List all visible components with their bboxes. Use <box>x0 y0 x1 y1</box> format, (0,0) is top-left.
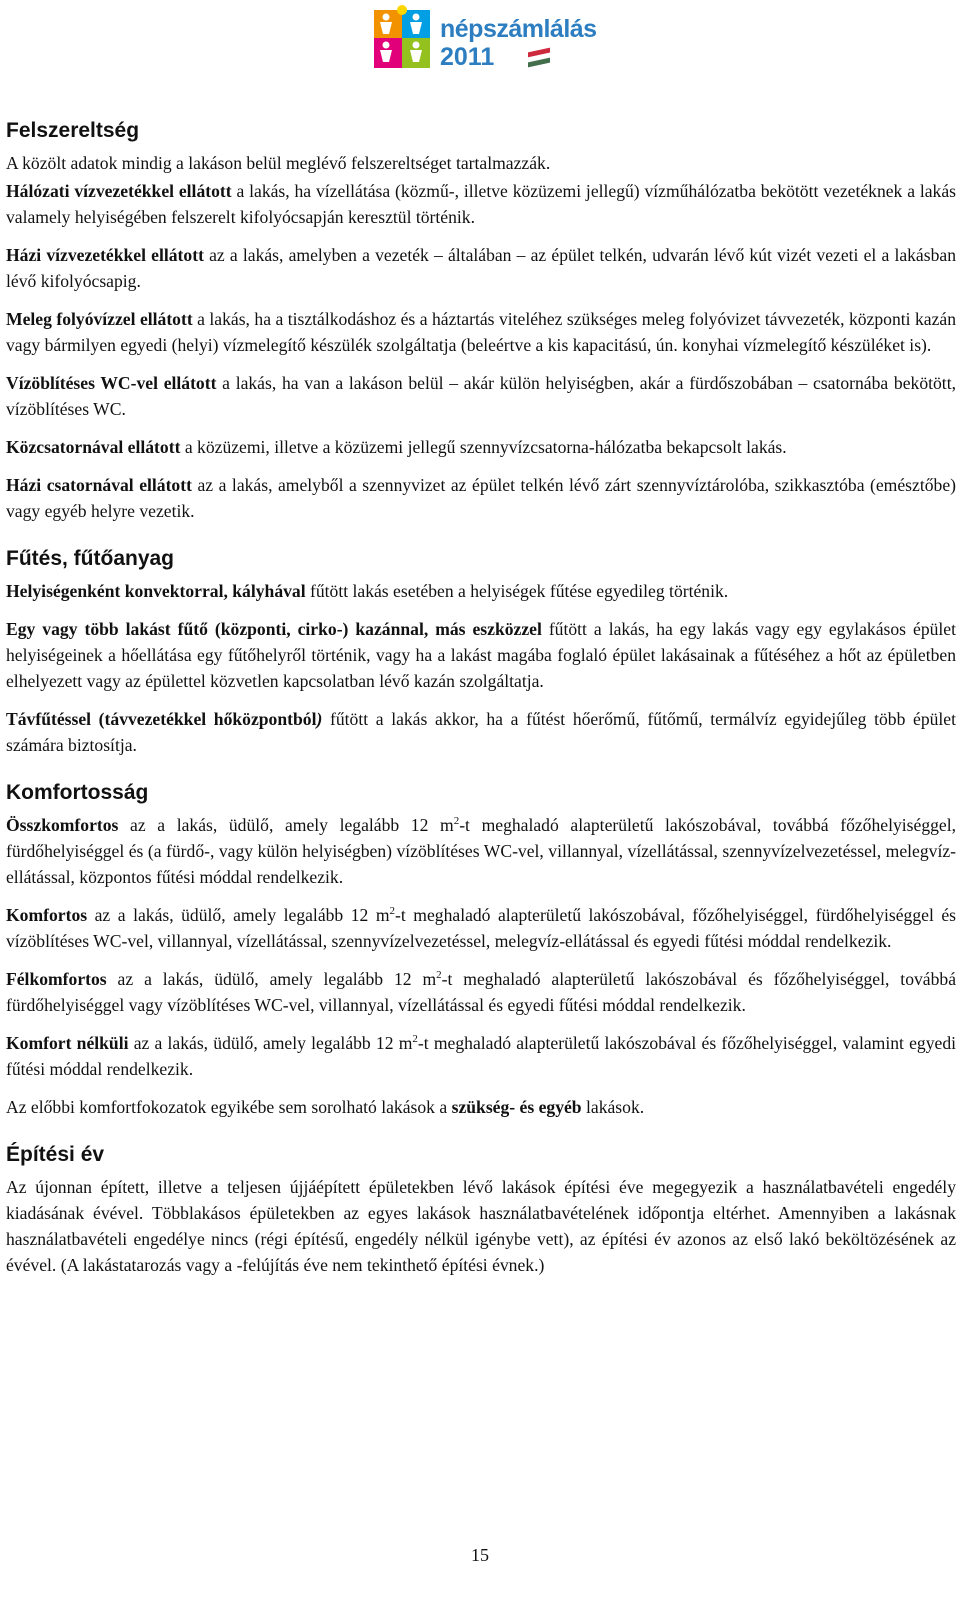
paragraph <box>6 178 956 230</box>
section-title-futes: Fűtés, fűtőanyag <box>6 547 175 570</box>
document-body <box>6 118 956 1290</box>
paragraph <box>6 966 956 1018</box>
definition: a lakás, ha van a lakáson belül – akár külön helyiségben, akár a fürdőszobában – csatornába bekötött, vízöblítéses WC. <box>6 373 956 419</box>
term: Egy vagy több lakást fűtő (központi, cirko-) kazánnal, más eszközzel <box>6 619 542 639</box>
paragraph <box>6 434 956 460</box>
census-figures-icon <box>370 4 436 74</box>
term-paren: ) <box>316 709 323 729</box>
definition: fűtött a lakás akkor, ha a fűtést hőerőmű, fűtőmű, termálvíz egyidejűleg több épület számára biztosítja. <box>6 709 956 755</box>
term: Félkomfortos <box>6 969 107 989</box>
term: Komfort nélküli <box>6 1033 129 1053</box>
superscript: 2 <box>453 815 460 827</box>
term: Helyiségenként konvektorral, kályhával <box>6 581 306 601</box>
definition: -t meghaladó alapterületű lakószobával és főzőhelyiséggel, továbbá fürdőhelyiséggel vagy vízöblítéses WC-vel, villannyal, vízellátással és egyedi fűtési móddal rendelkezik. <box>6 969 956 1015</box>
definition: fűtött lakás esetében a helyiségek fűtése egyedileg történik. <box>305 581 729 601</box>
definition: Az előbbi komfortfokozatok egyikébe sem sorolható lakások a <box>6 1097 452 1117</box>
definition: az a lakás, amelyben a vezeték – általában – az épület telkén, udvarán lévő kút vizét vezeti el a lakásban lévő kifolyócsapig. <box>6 245 956 291</box>
term: Hálózati vízvezetékkel ellátott <box>6 181 232 201</box>
section-title-komfortossag: Komfortosság <box>6 781 149 804</box>
paragraph <box>6 616 956 694</box>
definition: fűtött a lakás, ha egy lakás vagy egy egylakásos épület helyiségeinek a hőellátása egy fűtőhelyről történik, vagy ha a lakást magába foglaló épület lakásainak a fűtéséhez a hőt az épületben elhelyezett vagy az épülettel közvetlen kapcsolatban lévő kazán szolgáltatja. <box>6 619 956 691</box>
definition: a közüzemi, illetve a közüzemi jellegű szennyvízcsatorna-hálózatba bekapcsolt lakás. <box>180 437 787 457</box>
paragraph <box>6 306 956 358</box>
term: Távfűtéssel (távvezetékkel hőközpontból <box>6 709 317 729</box>
paragraph <box>6 472 956 524</box>
definition: a lakás, ha a tisztálkodáshoz és a háztartás viteléhez szükséges meleg folyóvizet távvezeték, központi kazán vagy bármilyen egyedi (helyi) vízmelegítő készülék szolgáltatja (beleértve a kis kapacitású, ún. konyhai vízmelegítő készüléket is). <box>6 309 956 355</box>
term: Közcsatornával ellátott <box>6 437 181 457</box>
paragraph <box>6 902 956 954</box>
term: Összkomfortos <box>6 815 119 835</box>
paragraph <box>6 370 956 422</box>
definition: -t meghaladó alapterületű lakószobával, továbbá főzőhelyiséggel, fürdőhelyiséggel és (a fürdő-, vagy külön helyiségben) vízöblítéses WC-vel, villannyal, vízellátással, szennyvízelvezetéssel, melegvíz-ellátással, központos fűtési móddal rendelkezik. <box>6 815 957 887</box>
term: szükség- és egyéb <box>451 1097 582 1117</box>
paragraph: A közölt adatok mindig a lakáson belül meglévő felszereltséget tartalmazzák. <box>6 153 551 173</box>
section-title-felszereltseg: Felszereltség <box>6 119 140 142</box>
term: Házi vízvezetékkel ellátott <box>6 245 204 265</box>
definition: lakások. <box>581 1097 645 1117</box>
superscript: 2 <box>389 905 396 917</box>
term: Házi csatornával ellátott <box>6 475 192 495</box>
definition: a lakás, ha vízellátása (közmű-, illetve közüzemi jellegű) vízműhálózatba bekötött vezetéknek a lakás valamely helyiségében felszerelt kifolyócsapján keresztül történik. <box>6 181 956 227</box>
superscript: 2 <box>436 969 442 981</box>
definition: -t meghaladó alapterületű lakószobával, főzőhelyiséggel, fürdőhelyiséggel és vízöblítéses WC-vel, villannyal, vízellátással, szennyvízelvezetéssel, melegvíz-ellátással és egyedi fűtési móddal rendelkezik. <box>6 905 957 951</box>
superscript: 2 <box>412 1033 418 1045</box>
paragraph <box>6 1094 956 1120</box>
hungarian-flag-icon <box>528 48 550 68</box>
term: Meleg folyóvízzel ellátott <box>6 309 193 329</box>
paragraph <box>6 1030 956 1082</box>
definition: az a lakás, amelyből a szennyvizet az épület telkén lévő zárt szennyvíztárolóba, szikkasztóba (emésztőbe) vagy egyéb helyre vezetik. <box>6 475 956 521</box>
term: Komfortos <box>6 905 88 925</box>
paragraph <box>6 578 956 604</box>
definition: az a lakás, üdülő, amely legalább 12 m <box>128 1033 413 1053</box>
paragraph <box>6 812 956 890</box>
definition: -t meghaladó alapterületű lakószobával és főzőhelyiséggel, valamint egyedi fűtési móddal rendelkezik. <box>6 1033 957 1079</box>
census-logo <box>370 4 597 76</box>
definition: az a lakás, üdülő, amely legalább 12 m <box>118 815 454 835</box>
logo-year: 2011 <box>440 43 495 71</box>
definition: az a lakás, üdülő, amely legalább 12 m <box>87 905 390 925</box>
paragraph: Az újonnan épített, illetve a teljesen újjáépített épületekben lévő lakások építési éve megegyezik a használatbavételi engedély kiadásának évével. Többlakásos épületekben az egyes lakások használatbavételének időpontja eltérhet. Amennyiben a lakásnak használatbavételi engedélye nincs (régi építésű, engedély nélkül igénybe vett), az építési év azonos az első lakó beköltözésének az évével. (A lakástatarozás vagy a -felújítás éve nem tekinthető építési évnek.) <box>6 1177 956 1275</box>
definition: az a lakás, üdülő, amely legalább 12 m <box>106 969 437 989</box>
page-number: 15 <box>471 1545 489 1565</box>
logo-wordmark: népszámlálás <box>440 15 597 43</box>
term: Vízöblítéses WC-vel ellátott <box>6 373 217 393</box>
paragraph <box>6 242 956 294</box>
section-title-epitesi-ev: Építési év <box>6 1143 105 1166</box>
paragraph <box>6 706 956 758</box>
